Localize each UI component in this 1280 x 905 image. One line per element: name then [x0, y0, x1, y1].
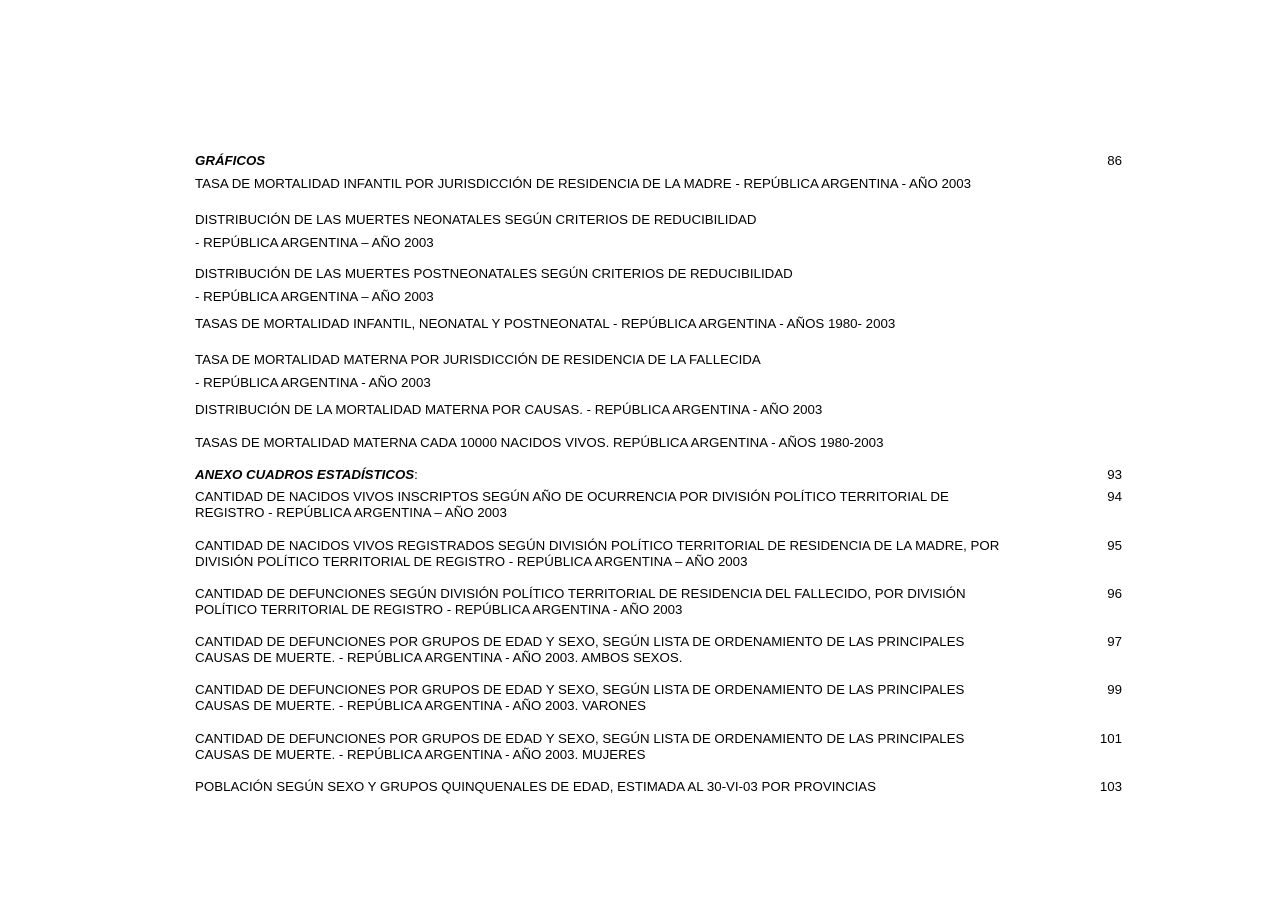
toc-entry: [195, 489, 1045, 521]
page-number: 103: [1099, 779, 1122, 794]
page-number: 99: [1107, 682, 1122, 697]
toc-entry: [195, 682, 1045, 714]
section-title: GRÁFICOS: [195, 153, 266, 168]
toc-entry: [195, 402, 1045, 418]
page-number: 97: [1107, 634, 1122, 649]
toc-entry-line: CANTIDAD DE DEFUNCIONES POR GRUPOS DE EDAD Y SEXO, SEGÚN LISTA DE ORDENAMIENTO DE LAS PRINCIPALES: [195, 634, 965, 649]
toc-entry-line: REGISTRO - REPÚBLICA ARGENTINA – AÑO 2003: [195, 505, 507, 520]
toc-entry: [195, 634, 1045, 666]
page-number: 93: [1107, 467, 1122, 482]
toc-entry-line: DIVISIÓN POLÍTICO TERRITORIAL DE REGISTRO - REPÚBLICA ARGENTINA – AÑO 2003: [195, 554, 748, 569]
toc-entry-line: CAUSAS DE MUERTE. - REPÚBLICA ARGENTINA - AÑO 2003. AMBOS SEXOS.: [195, 650, 683, 665]
toc-entry-line: CANTIDAD DE DEFUNCIONES POR GRUPOS DE EDAD Y SEXO, SEGÚN LISTA DE ORDENAMIENTO DE LAS PRINCIPALES: [195, 731, 965, 746]
toc-entry: [195, 208, 1045, 254]
page-number: 101: [1099, 731, 1122, 746]
toc-entry-line: DISTRIBUCIÓN DE LAS MUERTES NEONATALES SEGÚN CRITERIOS DE REDUCIBILIDAD: [195, 212, 757, 227]
toc-entry-line: - REPÚBLICA ARGENTINA – AÑO 2003: [195, 235, 434, 250]
toc-entry: [195, 779, 1045, 795]
section-title-suffix: :: [414, 467, 418, 482]
page-number: 94: [1107, 489, 1122, 504]
section-title: ANEXO CUADROS ESTADÍSTICOS: [195, 467, 415, 482]
toc-entry-line: DISTRIBUCIÓN DE LAS MUERTES POSTNEONATALES SEGÚN CRITERIOS DE REDUCIBILIDAD: [195, 266, 793, 281]
toc-entry-line: TASAS DE MORTALIDAD MATERNA CADA 10000 NACIDOS VIVOS. REPÚBLICA ARGENTINA - AÑOS 1980-2003: [195, 435, 884, 450]
toc-entry: [195, 586, 1045, 618]
toc-entry: [195, 731, 1045, 763]
toc-entry-line: DISTRIBUCIÓN DE LA MORTALIDAD MATERNA POR CAUSAS. - REPÚBLICA ARGENTINA - AÑO 2003: [195, 402, 823, 417]
toc-entry-line: CANTIDAD DE DEFUNCIONES POR GRUPOS DE EDAD Y SEXO, SEGÚN LISTA DE ORDENAMIENTO DE LAS PRINCIPALES: [195, 682, 965, 697]
toc-entry: [195, 262, 1045, 308]
toc-entry: [195, 538, 1045, 570]
toc-entry-line: CANTIDAD DE DEFUNCIONES SEGÚN DIVISIÓN POLÍTICO TERRITORIAL DE RESIDENCIA DEL FALLECIDO, POR DIVISIÓN: [195, 586, 966, 601]
section-heading-anexo: [195, 467, 1045, 483]
toc-entry-line: TASAS DE MORTALIDAD INFANTIL, NEONATAL Y POSTNEONATAL - REPÚBLICA ARGENTINA - AÑOS 1980- 2003: [195, 316, 896, 331]
toc-entry-line: CAUSAS DE MUERTE. - REPÚBLICA ARGENTINA - AÑO 2003. VARONES: [195, 698, 646, 713]
toc-entry: [195, 435, 1045, 451]
toc-entry-line: POLÍTICO TERRITORIAL DE REGISTRO - REPÚBLICA ARGENTINA - AÑO 2003: [195, 602, 683, 617]
toc-entry-line: CAUSAS DE MUERTE. - REPÚBLICA ARGENTINA - AÑO 2003. MUJERES: [195, 747, 646, 762]
toc-entry-line: POBLACIÓN SEGÚN SEXO Y GRUPOS QUINQUENALES DE EDAD, ESTIMADA AL 30-VI-03 POR PROVINCIAS: [195, 779, 877, 794]
toc-entry-line: CANTIDAD DE NACIDOS VIVOS REGISTRADOS SEGÚN DIVISIÓN POLÍTICO TERRITORIAL DE RESIDENCIA DE LA MADRE, POR: [195, 538, 1000, 553]
page-number: 86: [1107, 153, 1122, 168]
toc-entry: [195, 176, 1045, 192]
toc-entry-line: - REPÚBLICA ARGENTINA – AÑO 2003: [195, 289, 434, 304]
section-heading-graficos: [195, 153, 1045, 169]
toc-entry-line: - REPÚBLICA ARGENTINA - AÑO 2003: [195, 375, 431, 390]
toc-entry-line: TASA DE MORTALIDAD INFANTIL POR JURISDICCIÓN DE RESIDENCIA DE LA MADRE - REPÚBLICA ARGENTINA - AÑO 2003: [195, 176, 972, 191]
page-number: 95: [1107, 538, 1122, 553]
page-number: 96: [1107, 586, 1122, 601]
toc-entry: [195, 348, 1045, 394]
toc-entry-line: CANTIDAD DE NACIDOS VIVOS INSCRIPTOS SEGÚN AÑO DE OCURRENCIA POR DIVISIÓN POLÍTICO TERRITORIAL DE: [195, 489, 949, 504]
toc-entry-line: TASA DE MORTALIDAD MATERNA POR JURISDICCIÓN DE RESIDENCIA DE LA FALLECIDA: [195, 352, 761, 367]
toc-entry: [195, 316, 1045, 332]
